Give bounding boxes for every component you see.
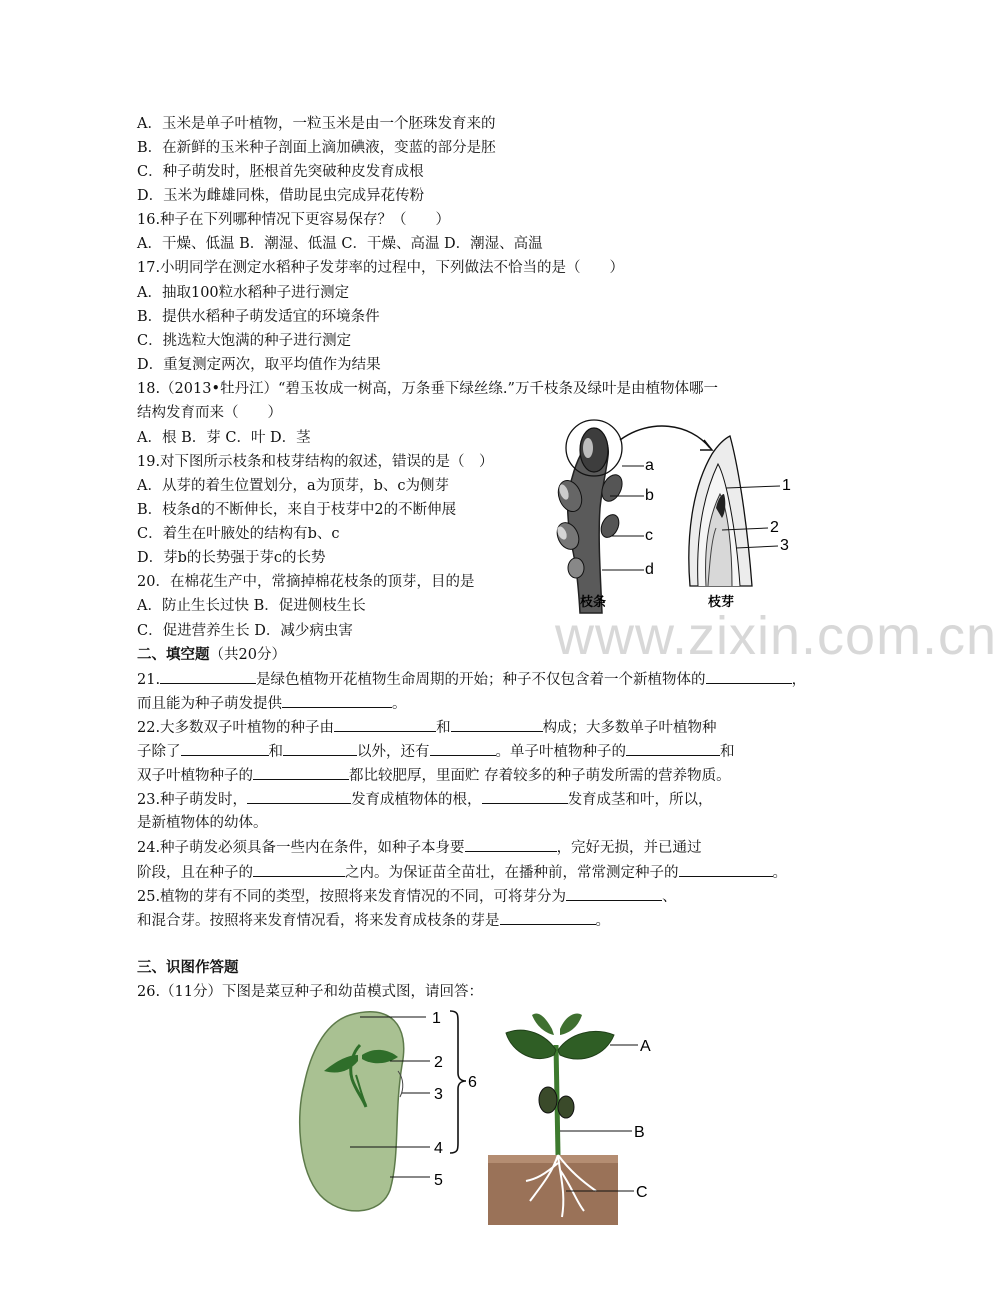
q22-line1 xyxy=(137,717,717,738)
q21-end: 。 xyxy=(392,696,407,712)
q15-option-c: C．种子萌发时，胚根首先突破种皮发育成根 xyxy=(137,164,424,180)
q23-text-2: 发育成植物体的根， xyxy=(351,792,482,808)
q16-options: A．干燥、低温 B．潮湿、低温 C．干燥、高温 D．潮湿、高温 xyxy=(137,236,543,252)
q19-option-a: A．从芽的着生位置划分，a为顶芽，b、c为侧芽 xyxy=(137,478,450,494)
q19-option-c: C．着生在叶腋处的结构有b、c xyxy=(137,526,340,542)
q22-text-9: 双子叶植物种子的 xyxy=(137,768,253,784)
seedling-label-b: B xyxy=(634,1124,645,1141)
q23-text-3: 发育成茎和叶，所以， xyxy=(567,792,713,808)
seed-coat-shape xyxy=(300,1012,404,1211)
q21-blank-1[interactable] xyxy=(160,669,256,684)
q24-text-5: 。 xyxy=(772,865,787,881)
q17-option-d: D．重复测定两次，取平均值作为结果 xyxy=(137,357,381,373)
q18-stem-line1: 18.（2013•牡丹江）“碧玉妆成一树高，万条垂下绿丝绦.”万千枝条及绿叶是由植物体哪一 xyxy=(137,381,718,397)
q21-text-2: 而且能为种子萌发提供 xyxy=(137,696,282,712)
seedling-label-c: C xyxy=(636,1184,648,1201)
q15-option-a: A．玉米是单子叶植物，一粒玉米是由一个胚珠发育来的 xyxy=(137,116,496,132)
q21-text: 是绿色植物开花植物生命周期的开始；种子不仅包含着一个新植物体的 xyxy=(256,672,706,688)
seed-label-5: 5 xyxy=(434,1172,443,1189)
seed-label-6: 6 xyxy=(468,1074,477,1091)
q17-option-b: B．提供水稻种子萌发适宜的环境条件 xyxy=(137,309,380,325)
q22-text-1: 22.大多数双子叶植物的种子由 xyxy=(137,720,335,736)
q15-option-d: D．玉米为雌雄同株，借助昆虫完成异花传粉 xyxy=(137,188,425,204)
branch-label-b: b xyxy=(645,487,654,504)
q22-line2 xyxy=(137,741,735,762)
q22-blank-4[interactable] xyxy=(283,741,357,756)
q22-text-8: 和 xyxy=(720,744,735,760)
bud-label-3: 3 xyxy=(780,537,789,554)
q22-text-2: 和 xyxy=(436,720,451,736)
q15-option-b: B．在新鲜的玉米种子剖面上滴加碘液，变蓝的部分是胚 xyxy=(137,140,496,156)
branch-bud-figure xyxy=(540,418,800,618)
q17-option-a: A．抽取100粒水稻种子进行测定 xyxy=(137,285,350,301)
q24-blank-2[interactable] xyxy=(253,862,345,877)
q24-blank-1[interactable] xyxy=(465,837,557,852)
q23-blank-2[interactable] xyxy=(482,789,568,804)
q24-blank-3[interactable] xyxy=(679,862,773,877)
q20-options-line1: A．防止生长过快 B．促进侧枝生长 xyxy=(137,598,366,614)
q21-line2 xyxy=(137,693,407,714)
section-2-title: 二、填空题 xyxy=(137,646,210,663)
q22-blank-1[interactable] xyxy=(334,717,436,732)
q25-text-4: 。 xyxy=(595,913,610,929)
q25-text-2: 、 xyxy=(662,889,677,905)
q21-comma: ， xyxy=(791,672,807,688)
q21-number: 21. xyxy=(137,672,161,688)
q24-line1 xyxy=(137,837,702,858)
branch-drawing xyxy=(553,420,712,613)
q22-blank-6[interactable] xyxy=(626,741,720,756)
bud-section-drawing xyxy=(689,436,780,586)
section-3-title: 三、识图作答题 xyxy=(137,959,239,976)
watermark: www.zixin.com.cn xyxy=(555,606,997,666)
q24-text-2: ，完好无损，并已通过 xyxy=(556,840,702,856)
seed-label-1: 1 xyxy=(432,1010,441,1027)
q25-text-3: 和混合芽。按照将来发育情况看，将来发育成枝条的芽是 xyxy=(137,913,500,929)
q23-line1 xyxy=(137,789,713,810)
q22-line3 xyxy=(137,765,731,786)
q25-line1 xyxy=(137,886,677,907)
seed-label-3: 3 xyxy=(434,1086,443,1103)
branch-label-c: c xyxy=(645,527,653,544)
q22-blank-3[interactable] xyxy=(181,741,269,756)
q21-blank-3[interactable] xyxy=(282,693,392,708)
q24-text-3: 阶段，且在种子的 xyxy=(137,865,253,881)
q21-blank-2[interactable] xyxy=(706,669,792,684)
bean-seed-figure xyxy=(290,1005,490,1220)
q24-line2 xyxy=(137,862,787,883)
q21-line1 xyxy=(137,669,806,690)
q22-blank-2[interactable] xyxy=(451,717,543,732)
bud-caption: 枝芽 xyxy=(708,595,735,610)
seed-label-2: 2 xyxy=(434,1054,443,1071)
q20-stem: 20．在棉花生产中，常摘掉棉花枝条的顶芽，目的是 xyxy=(137,574,475,590)
bud-label-2: 2 xyxy=(770,519,779,536)
q19-option-d: D．芽b的长势强于芽c的长势 xyxy=(137,550,326,566)
branch-label-a: a xyxy=(645,457,654,474)
seed-label-4: 4 xyxy=(434,1140,443,1157)
branch-label-d: d xyxy=(645,561,654,578)
q23-blank-1[interactable] xyxy=(247,789,351,804)
q24-text-1: 24.种子萌发必须具备一些内在条件，如种子本身要 xyxy=(137,840,465,856)
branch-caption: 枝条 xyxy=(580,595,607,610)
section-2-heading xyxy=(137,645,286,665)
q25-text-1: 25.植物的芽有不同的类型，按照将来发育情况的不同，可将芽分为 xyxy=(137,889,567,905)
q22-text-7: 。单子叶植物种子的 xyxy=(495,744,626,760)
q22-text-3: 构成；大多数单子叶植物种 xyxy=(542,720,717,736)
q23-text-1: 23.种子萌发时， xyxy=(137,792,248,808)
q22-text-10: 都比较肥厚，里面贮 存着较多的种子萌发所需的营养物质。 xyxy=(349,768,731,784)
bud-label-1: 1 xyxy=(782,477,791,494)
seedling-label-a: A xyxy=(640,1038,651,1055)
q22-text-6: 以外，还有 xyxy=(357,744,430,760)
q24-text-4: 之内。为保证苗全苗壮，在播种前，常常测定种子的 xyxy=(345,865,679,881)
q18-stem-line2: 结构发育而来（ ） xyxy=(137,405,282,421)
q17-stem: 17.小明同学在测定水稻种子发芽率的过程中，下列做法不恰当的是（ ） xyxy=(137,260,625,276)
q25-blank-1[interactable] xyxy=(566,886,662,901)
q23-line2: 是新植物体的幼体。 xyxy=(137,815,268,831)
q18-options: A．根 B．芽 C．叶 D．茎 xyxy=(137,430,311,446)
q22-text-4: 子除了 xyxy=(137,744,181,760)
seed-brace xyxy=(450,1011,466,1153)
q22-blank-7[interactable] xyxy=(253,765,349,780)
q16-stem: 16.种子在下列哪种情况下更容易保存？（ ） xyxy=(137,212,451,228)
q22-blank-5[interactable] xyxy=(430,741,496,756)
q22-text-5: 和 xyxy=(268,744,283,760)
q19-stem: 19.对下图所示枝条和枝芽结构的叙述，错误的是（ ） xyxy=(137,454,494,470)
section-2-note: （共20分） xyxy=(209,647,286,663)
q25-line2 xyxy=(137,910,610,931)
q26-stem: 26.（11分）下图是菜豆种子和幼苗模式图，请回答： xyxy=(137,984,484,1000)
q19-option-b: B．枝条d的不断伸长，来自于枝芽中2的不断伸展 xyxy=(137,502,457,518)
q17-option-c: C．挑选粒大饱满的种子进行测定 xyxy=(137,333,352,349)
q25-blank-2[interactable] xyxy=(500,910,596,925)
bean-seedling-figure xyxy=(486,1005,666,1230)
q20-options-line2: C．促进营养生长 D．减少病虫害 xyxy=(137,623,353,639)
